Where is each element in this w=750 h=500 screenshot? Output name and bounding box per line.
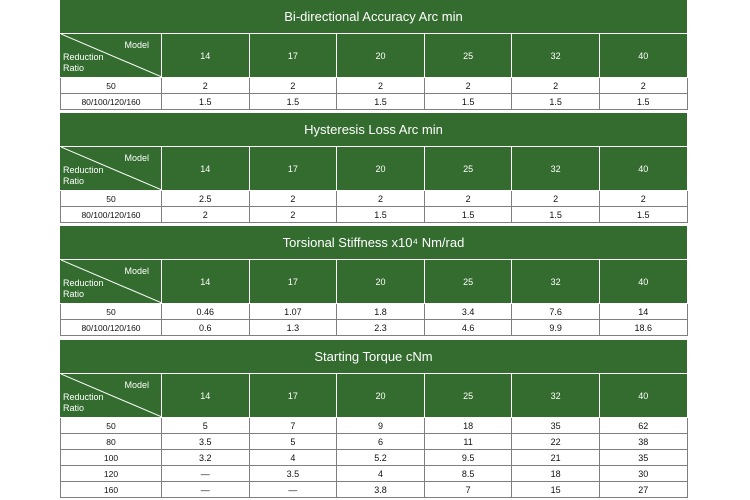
value-cell: 1.07 [249,304,337,320]
value-cell: 15 [512,482,600,498]
model-header-cell: 14 [162,34,250,78]
table-row [61,304,688,320]
value-cell: 5 [249,434,337,450]
value-cell: 1.5 [512,207,600,223]
value-cell: 3.8 [337,482,425,498]
value-cell: 2 [337,191,425,207]
value-cell: 4.6 [424,320,512,336]
corner-header-cell [61,374,162,418]
corner-header-cell [61,34,162,78]
header-row [61,147,688,191]
model-header-cell: 25 [424,260,512,304]
value-cell: 3.2 [162,450,250,466]
table-row [61,320,688,336]
ratio-cell: 50 [61,78,162,94]
value-cell: 5 [162,418,250,434]
model-header-cell: 32 [512,147,600,191]
model-header-cell: 40 [599,260,687,304]
ratio-cell: 80 [61,434,162,450]
model-header-cell: 14 [162,374,250,418]
model-header-cell: 25 [424,34,512,78]
value-cell: 27 [599,482,687,498]
table-row [61,78,688,94]
value-cell: 2 [512,191,600,207]
value-cell: 0.6 [162,320,250,336]
value-cell: 2 [162,78,250,94]
model-header-cell: 40 [599,374,687,418]
reduction-ratio-label: Reduction Ratio [63,392,104,413]
value-cell: 2.5 [162,191,250,207]
value-cell: 2 [599,78,687,94]
model-header-cell: 17 [249,147,337,191]
section-title: Bi-directional Accuracy Arc min [60,0,687,34]
section-torsional-stiffness [60,226,687,336]
value-cell: 1.5 [162,94,250,110]
model-label: Model [124,380,149,390]
model-header-cell: 25 [424,147,512,191]
value-cell: 2 [249,78,337,94]
spec-table [60,374,688,498]
value-cell: 2.3 [337,320,425,336]
value-cell: 3.4 [424,304,512,320]
value-cell: — [249,482,337,498]
ratio-cell: 100 [61,450,162,466]
value-cell: 1.8 [337,304,425,320]
section-starting-torque [60,340,687,498]
value-cell: 9.9 [512,320,600,336]
ratio-cell: 80/100/120/160 [61,320,162,336]
value-cell: 3.5 [162,434,250,450]
value-cell: 21 [512,450,600,466]
value-cell: 4 [337,466,425,482]
value-cell: 14 [599,304,687,320]
model-header-cell: 40 [599,147,687,191]
value-cell: 3.5 [249,466,337,482]
model-header-cell: 40 [599,34,687,78]
reduction-ratio-label: Reduction Ratio [63,165,104,186]
value-cell: 4 [249,450,337,466]
value-cell: 1.5 [337,207,425,223]
table-row [61,466,688,482]
value-cell: 2 [249,207,337,223]
model-header-cell: 14 [162,260,250,304]
value-cell: 1.5 [599,207,687,223]
ratio-cell: 160 [61,482,162,498]
model-header-cell: 17 [249,374,337,418]
value-cell: 62 [599,418,687,434]
value-cell: 35 [599,450,687,466]
header-row [61,260,688,304]
model-header-cell: 20 [337,34,425,78]
spec-table [60,147,688,223]
model-header-cell: 17 [249,34,337,78]
value-cell: 22 [512,434,600,450]
model-header-cell: 32 [512,260,600,304]
value-cell: 5.2 [337,450,425,466]
value-cell: 7 [424,482,512,498]
table-row [61,207,688,223]
model-label: Model [124,40,149,50]
section-hysteresis-loss [60,113,687,223]
value-cell: 1.5 [512,94,600,110]
value-cell: 18 [512,466,600,482]
value-cell: 35 [512,418,600,434]
value-cell: 2 [162,207,250,223]
spec-table [60,34,688,110]
value-cell: 7 [249,418,337,434]
value-cell: 2 [424,78,512,94]
value-cell: 9.5 [424,450,512,466]
value-cell: 2 [599,191,687,207]
table-row [61,94,688,110]
table-row [61,191,688,207]
model-header-cell: 25 [424,374,512,418]
value-cell: 18.6 [599,320,687,336]
value-cell: 7.6 [512,304,600,320]
ratio-cell: 120 [61,466,162,482]
section-bidirectional-accuracy [60,0,687,110]
section-title: Hysteresis Loss Arc min [60,113,687,147]
model-header-cell: 32 [512,374,600,418]
model-header-cell: 20 [337,260,425,304]
table-row [61,482,688,498]
value-cell: 1.3 [249,320,337,336]
value-cell: 0.46 [162,304,250,320]
value-cell: 11 [424,434,512,450]
value-cell: 1.5 [424,207,512,223]
model-header-cell: 14 [162,147,250,191]
model-label: Model [124,266,149,276]
value-cell: 1.5 [599,94,687,110]
value-cell: — [162,482,250,498]
header-row [61,34,688,78]
value-cell: 1.5 [337,94,425,110]
section-title: Torsional Stiffness x10⁴ Nm/rad [60,226,687,260]
reduction-ratio-label: Reduction Ratio [63,52,104,73]
table-row [61,434,688,450]
value-cell: 18 [424,418,512,434]
ratio-cell: 50 [61,418,162,434]
ratio-cell: 80/100/120/160 [61,94,162,110]
value-cell: 30 [599,466,687,482]
value-cell: 2 [424,191,512,207]
corner-header-cell [61,147,162,191]
section-title: Starting Torque cNm [60,340,687,374]
table-row [61,418,688,434]
spec-table [60,260,688,336]
value-cell: 2 [337,78,425,94]
ratio-cell: 50 [61,191,162,207]
reduction-ratio-label: Reduction Ratio [63,278,104,299]
value-cell: 1.5 [249,94,337,110]
value-cell: 1.5 [424,94,512,110]
ratio-cell: 50 [61,304,162,320]
ratio-cell: 80/100/120/160 [61,207,162,223]
value-cell: 2 [512,78,600,94]
value-cell: 8.5 [424,466,512,482]
corner-header-cell [61,260,162,304]
table-row [61,450,688,466]
value-cell: 6 [337,434,425,450]
value-cell: — [162,466,250,482]
value-cell: 9 [337,418,425,434]
model-header-cell: 17 [249,260,337,304]
value-cell: 38 [599,434,687,450]
model-header-cell: 20 [337,374,425,418]
value-cell: 2 [249,191,337,207]
model-label: Model [124,153,149,163]
model-header-cell: 20 [337,147,425,191]
header-row [61,374,688,418]
model-header-cell: 32 [512,34,600,78]
